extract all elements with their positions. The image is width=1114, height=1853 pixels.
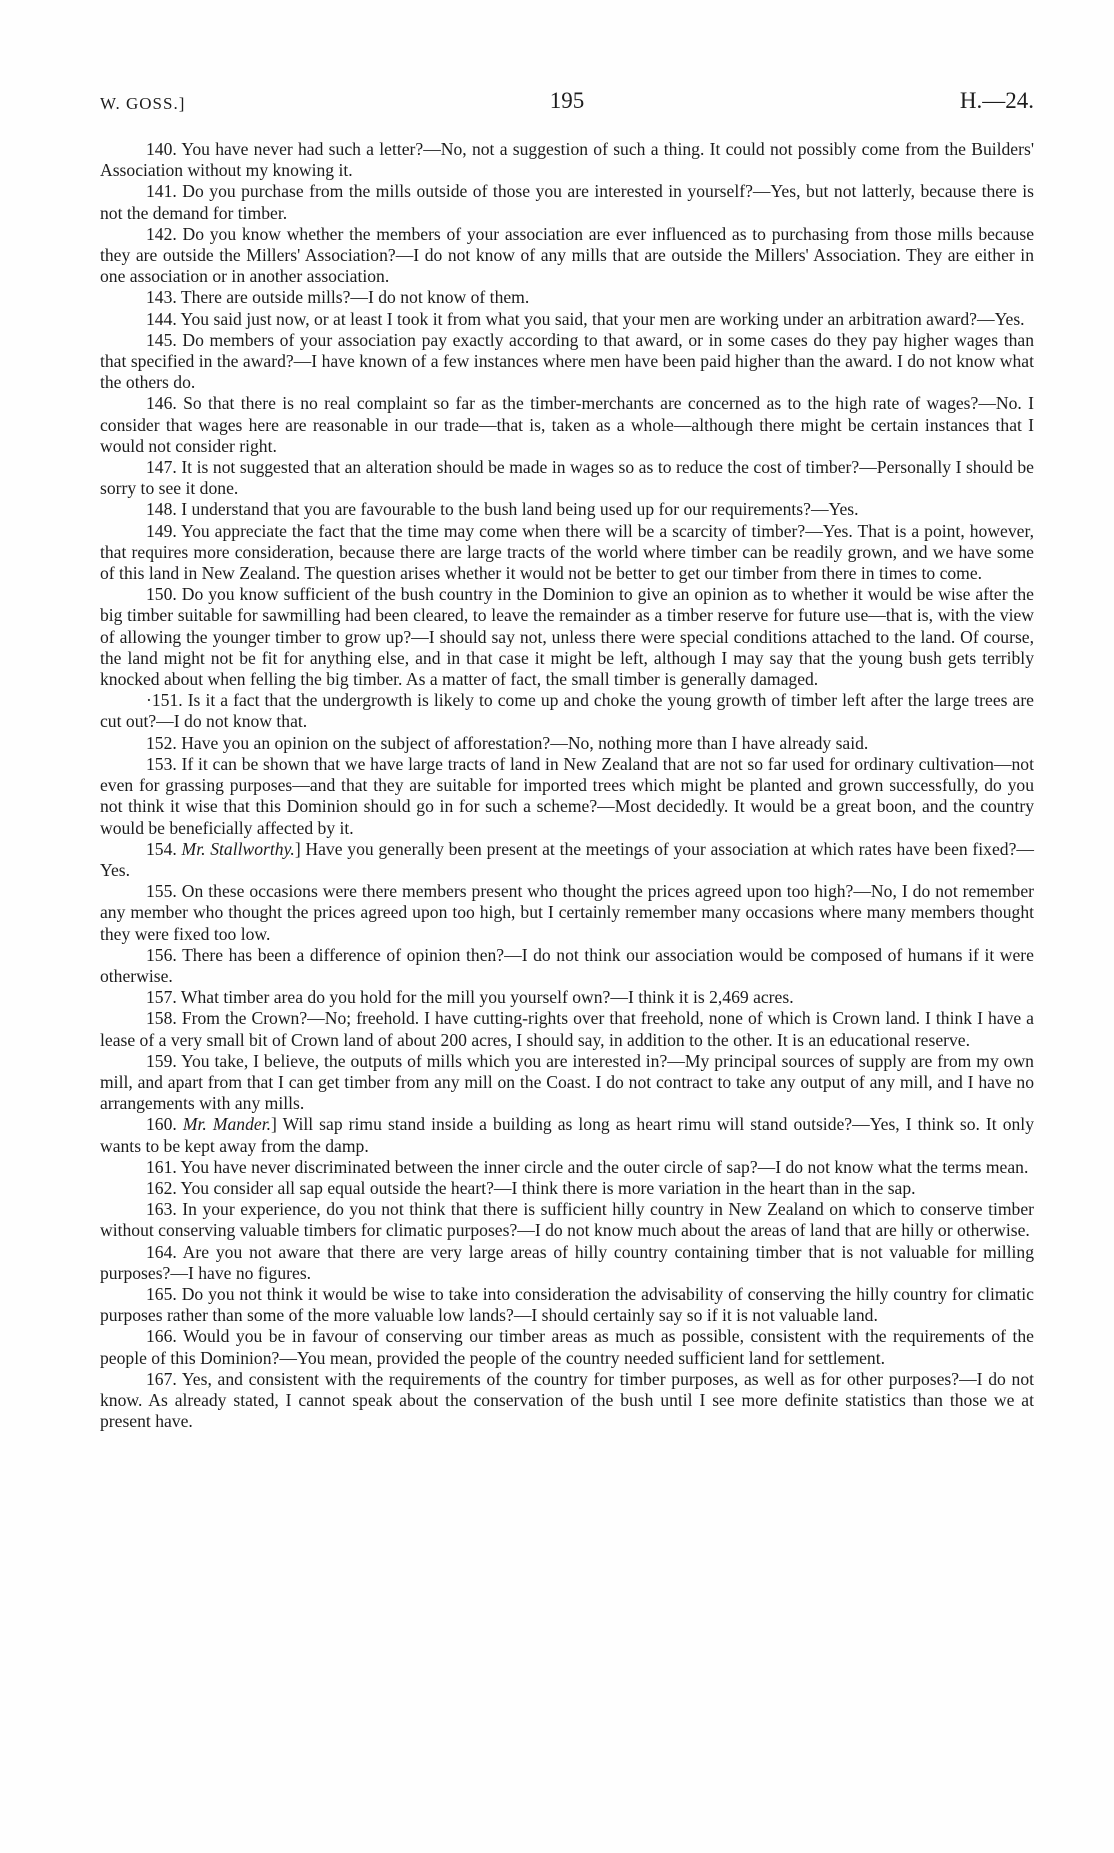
question-number: 153. [146,753,177,774]
question-answer-text: If it can be shown that we have large tracts of land in New Zealand that are not so far used for ordinary cultivation—not even for grassing purposes—and that they are suitable for imported trees which might be planted and grown successfully, do you not think it wise that this Dominion should go in for such a scheme?—Most decidedly. It would be a great boon, and the country would be beneficially affected by it. [100,753,1034,838]
question-number: 158. [146,1008,177,1029]
question-answer-text: You have never had such a letter?—No, not a suggestion of such a thing. It could not possibly come from the Builders' Association without my knowing it. [100,139,1034,181]
testimony-paragraph [100,987,1034,1008]
testimony-paragraph [100,945,1034,987]
question-number: 140. [146,139,177,159]
question-answer-text: Are you not aware that there are very large areas of hilly country containing timber that is not valuable for milling purposes?—I have no figures. [100,1241,1034,1283]
question-number: 148. [146,499,177,520]
question-number: 155. [146,881,177,902]
testimony-paragraph [100,1051,1034,1115]
question-answer-text: You consider all sap equal outside the heart?—I think there is more variation in the heart than in the sap. [180,1177,916,1198]
question-number: ·151. [146,690,183,711]
question-answer-text: Have you an opinion on the subject of afforestation?—No, nothing more than I have already said. [181,732,869,753]
question-number: 163. [146,1199,177,1220]
question-number: 150. [146,584,177,605]
question-answer-text: Do you know sufficient of the bush country in the Dominion to give an opinion as to whether it would be wise after the big timber suitable for sawmilling had been cleared, to leave the remainder as a timber reserve for future use—that is, with the view of allowing the younger timber to grow up?—I should say not, unless there were special conditions attached to the land. Of course, the land might not be fit for anything else, and in that case it might be left, although I may say that the young bush gets terribly knocked about when felling the big timber. As a matter of fact, the small timber is generally damaged. [100,584,1034,690]
question-answer-text: Have you generally been present at the meetings of your association at which rates have been fixed?—Yes. [100,838,1034,880]
testimony-paragraph [100,224,1034,288]
question-answer-text: From the Crown?—No; freehold. I have cutting-rights over that freehold, none of which is Crown land. I think I have a lease of a very small bit of Crown land of about 200 acres, I should say, in addition to the other. It is an educational reserve. [100,1008,1034,1050]
testimony-paragraph [100,1008,1034,1050]
question-number: 159. [146,1050,177,1071]
question-answer-text: Do you not think it would be wise to take into consideration the advisability of conserving the hilly country for climatic purposes rather than some of the more valuable low lands?—I should certainly say so if it is not valuable land. [100,1283,1034,1326]
testimony-paragraph [100,754,1034,839]
question-number: 149. [146,520,177,541]
testimony-paragraph [100,309,1034,330]
testimony-paragraph [100,690,1034,732]
question-answer-text: On these occasions were there members present who thought the prices agreed upon too high?—No, I do not remember any member who thought the prices agreed upon too high, but I certainly remember many occasions where many members thought they were fixed too low. [100,881,1034,944]
testimony-paragraph [100,181,1034,223]
question-answer-text: There has been a difference of opinion then?—I do not think our association would be composed of humans if it were otherwise. [100,944,1034,986]
question-number: 144. [146,308,177,329]
testimony-paragraph [100,1326,1034,1368]
question-number: 164. [146,1241,177,1262]
question-number: 161. [146,1156,177,1177]
question-answer-text: What timber area do you hold for the mill you yourself own?—I think it is 2,469 acres. [180,987,794,1008]
question-number: 147. [146,457,177,478]
question-answer-text: Is it a fact that the undergrowth is likely to come up and choke the young growth of timber left after the large trees are cut out?—I do not know that. [100,690,1034,732]
question-answer-text: There are outside mills?—I do not know of them. [180,287,530,308]
testimony-paragraph [100,1199,1034,1241]
testimony-paragraph [100,287,1034,308]
testimony-paragraph [100,584,1034,690]
question-answer-text: You take, I believe, the outputs of mills which you are interested in?—My principal sources of supply are from my own mill, and apart from that I can get timber from any mill on the Coast. I do not contract to take any output of any mill, and I have no arrangements with any mills. [100,1050,1034,1114]
testimony-paragraph [100,457,1034,499]
testimony-paragraph [100,1284,1034,1326]
testimony-paragraph [100,393,1034,457]
question-answer-text: You have never discriminated between the inner circle and the outer circle of sap?—I do not know what the terms mean. [180,1156,1029,1177]
testimony-paragraph [100,330,1034,394]
question-number: 162. [146,1177,177,1198]
testimony-paragraph [100,1157,1034,1178]
testimony-paragraph [100,1242,1034,1284]
question-answer-text: It is not suggested that an alteration should be made in wages so as to reduce the cost of timber?—Personally I should be sorry to see it done. [100,457,1034,499]
testimony-paragraph: 154. Mr. Stallworthy.] Have you generally been present at the meetings of your association at which rates have been fixed?—Yes. [100,838,1034,880]
question-number: 152. [146,732,177,753]
question-number: 154. [146,838,177,859]
question-answer-text: Yes, and consistent with the requirements of the country for timber purposes, as well as for other purposes?—I do not know. As already stated, I cannot speak about the conservation of the bush until I see more definite statistics than those we at present have. [100,1368,1035,1432]
question-answer-text: So that there is no real complaint so far as the timber-merchants are concerned as to the high rate of wages?—No. I consider that wages here are reasonable in our trade—that is, taken as a whole—although there might be certain instances that I would not consider right. [100,393,1034,456]
question-answer-text: Do you know whether the members of your association are ever influenced as to purchasing from those mills because they are outside the Millers' Association?—I do not know of any mills that are outside the Millers' Association. They are either in one association or in another association. [100,223,1034,287]
question-answer-text: Do members of your association pay exactly according to that award, or in some cases do they pay higher wages than that specified in the award?—I have known of a few instances where men have been paid higher than the award. I do not know what the others do. [100,329,1034,393]
question-answer-text: You said just now, or at least I took it from what you said, that your men are working under an arbitration award?—Yes. [180,308,1025,329]
question-answer-text: Will sap rimu stand inside a building as long as heart rimu will stand outside?—Yes, I think so. It only wants to be kept away from the damp. [100,1114,1034,1156]
speaker-name: Mr. Stallworthy. [181,838,295,859]
testimony-paragraph [100,733,1034,754]
question-number: 157. [146,987,177,1008]
question-answer-text: Do you purchase from the mills outside of those you are interested in yourself?—Yes, but not latterly, because there is not the demand for timber. [100,181,1034,223]
witness-name-header: W. GOSS.] [100,94,186,113]
question-answer-text: I understand that you are favourable to the bush land being used up for our requirements?—Yes. [181,499,859,520]
question-number: 160. [146,1114,177,1135]
question-number: 165. [146,1283,177,1304]
testimony-paragraph [100,499,1034,520]
testimony-paragraph [100,1369,1034,1433]
question-number: 146. [146,393,177,414]
question-number: 145. [146,329,177,350]
question-answer-text: You appreciate the fact that the time may come when there will be a scarcity of timber?—Yes. That is a point, however, that requires more consideration, because there are large tracts of the world where timber can be readily grown, and we have some of this land in New Zealand. The question arises whether it would not be better to get our timber from there in times to come. [100,520,1035,584]
question-answer-text: Would you be in favour of conserving our timber areas as much as possible, consistent with the requirements of the people of this Dominion?—You mean, provided the people of the country needed sufficient land for settlement. [100,1326,1034,1368]
testimony-paragraph [100,521,1034,585]
question-number: 142. [146,223,177,244]
speaker-name: Mr. Mander. [182,1114,271,1135]
page-number: 195 [549,88,585,113]
page-header [100,86,1034,120]
testimony-paragraph [100,881,1034,945]
question-number: 141. [146,181,177,202]
question-number: 166. [146,1326,177,1347]
document-reference: H.—24. [959,88,1034,113]
question-answer-text: In your experience, do you not think that there is sufficient hilly country in New Zealand on which to conserve timber without conserving valuable timbers for climatic purposes?—I do not know much about the areas of land that are hilly or otherwise. [100,1199,1034,1241]
testimony-paragraph [100,139,1034,181]
testimony-paragraph [100,1178,1034,1199]
testimony-paragraph: 160. Mr. Mander.] Will sap rimu stand inside a building as long as heart rimu will stand outside?—Yes, I think so. It only wants to be kept away from the damp. [100,1114,1034,1156]
question-number: 156. [146,944,177,965]
question-number: 143. [146,287,177,308]
testimony-body [100,139,1034,1432]
question-number: 167. [146,1368,177,1389]
